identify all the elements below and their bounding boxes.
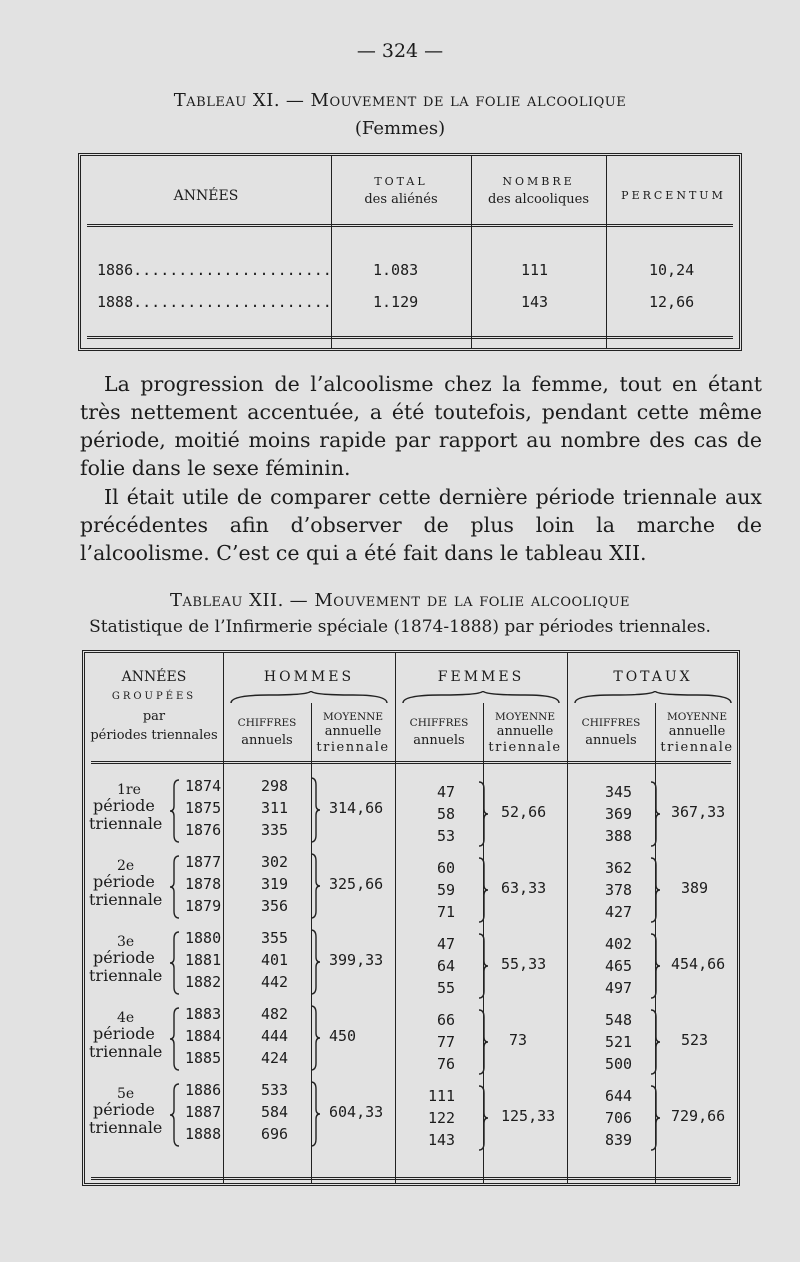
table11-caption-label: Tableau XI. <box>173 90 281 111</box>
table12-subtitle: Statistique de l’Infirmerie spéciale (1874-1888) par périodes triennales. <box>89 617 711 637</box>
table12-header-annees: ANNÉES <box>121 669 187 685</box>
totaux-value: 706 <box>605 1109 633 1127</box>
hommes-value: 533 <box>261 1081 289 1099</box>
femmes-value: 60 <box>437 859 456 877</box>
table12 <box>82 650 740 1186</box>
totaux-brace-icon <box>649 933 661 999</box>
hommes-value: 401 <box>261 951 289 969</box>
table12-caption-label: Tableau XII. <box>169 590 284 611</box>
period-brace-icon <box>169 855 181 919</box>
hommes-chiffres-header: CHIFFRES <box>237 717 297 729</box>
femmes-triennale-header: triennale <box>488 740 562 755</box>
hommes-brace-icon <box>309 853 321 919</box>
table12-header-braces <box>85 691 739 707</box>
period-year: 1874 <box>185 777 222 795</box>
femmes-brace-icon <box>477 781 489 847</box>
table11-row-year: 1888...................... <box>97 293 332 311</box>
period-label2: triennale <box>89 814 163 833</box>
hommes-value: 298 <box>261 777 289 795</box>
period-year: 1879 <box>185 897 222 915</box>
totaux-brace <box>575 691 731 703</box>
femmes-value: 76 <box>437 1055 456 1073</box>
totaux-annuels-header: annuels <box>585 733 637 748</box>
femmes-value: 66 <box>437 1011 456 1029</box>
period-brace-icon <box>169 1007 181 1071</box>
period-label: période <box>93 1024 155 1043</box>
totaux-average: 523 <box>681 1031 709 1049</box>
period-year: 1881 <box>185 951 222 969</box>
body-paragraph <box>80 370 762 482</box>
table11-header-rule <box>87 224 733 227</box>
hommes-annuels-header: annuels <box>241 733 293 748</box>
table11-row-percentum: 10,24 <box>649 261 695 279</box>
totaux-triennale-header: triennale <box>660 740 734 755</box>
femmes-average: 125,33 <box>501 1107 556 1125</box>
table11-row-total: 1.083 <box>373 261 419 279</box>
totaux-brace-icon <box>649 857 661 923</box>
femmes-value: 47 <box>437 783 456 801</box>
totaux-brace-icon <box>649 781 661 847</box>
period-year: 1877 <box>185 853 222 871</box>
period-year: 1887 <box>185 1103 222 1121</box>
femmes-value: 59 <box>437 881 456 899</box>
femmes-value: 77 <box>437 1033 456 1051</box>
femmes-value: 64 <box>437 957 456 975</box>
table11 <box>78 153 742 351</box>
table11-row-nombre: 143 <box>521 293 549 311</box>
period-year: 1888 <box>185 1125 222 1143</box>
femmes-annuels-header: annuels <box>413 733 465 748</box>
period-year: 1886 <box>185 1081 222 1099</box>
period-year: 1875 <box>185 799 222 817</box>
femmes-value: 122 <box>428 1109 456 1127</box>
femmes-average: 73 <box>509 1031 528 1049</box>
femmes-annuelle-header: annuelle <box>496 724 554 739</box>
totaux-value: 548 <box>605 1011 633 1029</box>
table12-bottom-rule <box>91 1177 731 1180</box>
period-ordinal: 1re <box>117 782 141 798</box>
femmes-average: 55,33 <box>501 955 547 973</box>
hommes-brace <box>231 691 387 703</box>
femmes-value: 55 <box>437 979 456 997</box>
period-ordinal: 5e <box>117 1086 135 1102</box>
hommes-annuelle-header: annuelle <box>324 724 382 739</box>
totaux-value: 388 <box>605 827 633 845</box>
hommes-average: 604,33 <box>329 1103 384 1121</box>
hommes-value: 442 <box>261 973 289 991</box>
hommes-moyenne-header: MOYENNE <box>323 711 383 723</box>
period-label: période <box>93 796 155 815</box>
hommes-value: 356 <box>261 897 289 915</box>
femmes-brace-icon <box>477 933 489 999</box>
period-year: 1878 <box>185 875 222 893</box>
period-label2: triennale <box>89 966 163 985</box>
period-year: 1885 <box>185 1049 222 1067</box>
totaux-average: 454,66 <box>671 955 726 973</box>
table11-row-total: 1.129 <box>373 293 419 311</box>
period-label2: triennale <box>89 1118 163 1137</box>
totaux-value: 500 <box>605 1055 633 1073</box>
table11-caption-title: — Mouvement de la folie alcoolique <box>285 90 627 111</box>
table11-header-annees: ANNÉES <box>173 188 239 204</box>
totaux-moyenne-header: MOYENNE <box>667 711 727 723</box>
totaux-annuelle-header: annuelle <box>668 724 726 739</box>
hommes-value: 335 <box>261 821 289 839</box>
femmes-brace-icon <box>477 1085 489 1151</box>
hommes-average: 314,66 <box>329 799 384 817</box>
femmes-value: 53 <box>437 827 456 845</box>
totaux-value: 644 <box>605 1087 633 1105</box>
table11-divider <box>606 156 607 348</box>
totaux-average: 367,33 <box>671 803 726 821</box>
period-label: période <box>93 948 155 967</box>
table11-caption <box>0 90 800 111</box>
period-label: période <box>93 1100 155 1119</box>
table11-bottom-rule <box>87 336 733 339</box>
hommes-brace-icon <box>309 777 321 843</box>
hommes-value: 355 <box>261 929 289 947</box>
period-label2: triennale <box>89 890 163 909</box>
period-year: 1884 <box>185 1027 222 1045</box>
hommes-brace-icon <box>309 1081 321 1147</box>
body-paragraph <box>80 483 762 567</box>
period-ordinal: 2e <box>117 858 135 874</box>
totaux-brace-icon <box>649 1085 661 1151</box>
table11-subtitle: (Femmes) <box>354 118 446 139</box>
femmes-brace-icon <box>477 1009 489 1075</box>
table12-header-par: par <box>142 709 166 724</box>
period-label: période <box>93 872 155 891</box>
totaux-value: 345 <box>605 783 633 801</box>
totaux-value: 362 <box>605 859 633 877</box>
totaux-value: 839 <box>605 1131 633 1149</box>
hommes-brace-icon <box>309 1005 321 1071</box>
period-brace-icon <box>169 931 181 995</box>
femmes-value: 111 <box>428 1087 456 1105</box>
period-year: 1876 <box>185 821 222 839</box>
hommes-brace-icon <box>309 929 321 995</box>
hommes-value: 482 <box>261 1005 289 1023</box>
femmes-value: 143 <box>428 1131 456 1149</box>
femmes-chiffres-header: CHIFFRES <box>409 717 469 729</box>
table12-header-hommes: HOMMES <box>263 669 355 685</box>
femmes-brace-icon <box>477 857 489 923</box>
table11-row-percentum: 12,66 <box>649 293 695 311</box>
totaux-value: 521 <box>605 1033 633 1051</box>
period-ordinal: 4e <box>117 1010 135 1026</box>
totaux-value: 378 <box>605 881 633 899</box>
table11-row-nombre: 111 <box>521 261 549 279</box>
hommes-average: 399,33 <box>329 951 384 969</box>
table12-caption <box>0 590 800 611</box>
hommes-value: 444 <box>261 1027 289 1045</box>
table11-header-total: TOTAL <box>374 175 428 188</box>
totaux-brace-icon <box>649 1009 661 1075</box>
totaux-average: 729,66 <box>671 1107 726 1125</box>
period-year: 1883 <box>185 1005 222 1023</box>
paragraph-text: La progression de l’alcoolisme chez la femme, tout en étant très nettement accentuée, a été toutefois, pendant cette même période, moitié moins rapide par rapport au nombre des cas de folie dans le sexe féminin. <box>80 372 762 480</box>
paragraph-text: Il était utile de comparer cette dernière période triennale aux précédentes afin d’observer de plus loin la marche de l’alcoolisme. C’est ce qui a été fait dans le tableau XII. <box>80 485 762 565</box>
totaux-value: 465 <box>605 957 633 975</box>
totaux-value: 369 <box>605 805 633 823</box>
totaux-average: 389 <box>681 879 709 897</box>
table11-row-year: 1886...................... <box>97 261 332 279</box>
period-year: 1882 <box>185 973 222 991</box>
hommes-value: 302 <box>261 853 289 871</box>
period-brace-icon <box>169 1083 181 1147</box>
femmes-brace <box>403 691 559 703</box>
hommes-value: 319 <box>261 875 289 893</box>
totaux-chiffres-header: CHIFFRES <box>581 717 641 729</box>
table12-header-femmes: FEMMES <box>437 669 525 685</box>
femmes-value: 71 <box>437 903 456 921</box>
totaux-value: 402 <box>605 935 633 953</box>
page-number: — 324 — <box>356 40 444 62</box>
hommes-average: 450 <box>329 1027 357 1045</box>
period-brace-icon <box>169 779 181 843</box>
femmes-value: 47 <box>437 935 456 953</box>
table11-header-percentum: PERCENTUM <box>621 189 726 202</box>
totaux-value: 497 <box>605 979 633 997</box>
table11-header-nombre-sub: des alcooliques <box>487 192 590 207</box>
femmes-moyenne-header: MOYENNE <box>495 711 555 723</box>
hommes-value: 424 <box>261 1049 289 1067</box>
table12-header-totaux: TOTAUX <box>613 669 693 685</box>
table12-caption-title: — Mouvement de la folie alcoolique <box>289 590 631 611</box>
period-label2: triennale <box>89 1042 163 1061</box>
hommes-average: 325,66 <box>329 875 384 893</box>
hommes-triennale-header: triennale <box>316 740 390 755</box>
femmes-average: 63,33 <box>501 879 547 897</box>
table12-header-periodes: périodes triennales <box>90 728 218 743</box>
hommes-value: 696 <box>261 1125 289 1143</box>
hommes-value: 584 <box>261 1103 289 1121</box>
table12-header-groupees: GROUPÉES <box>111 691 197 702</box>
table11-header-total-sub: des aliénés <box>364 192 438 207</box>
hommes-value: 311 <box>261 799 289 817</box>
table12-header-rule <box>91 761 731 764</box>
femmes-average: 52,66 <box>501 803 547 821</box>
femmes-value: 58 <box>437 805 456 823</box>
period-year: 1880 <box>185 929 222 947</box>
period-ordinal: 3e <box>117 934 135 950</box>
table11-header-nombre: NOMBRE <box>502 175 575 188</box>
totaux-value: 427 <box>605 903 633 921</box>
